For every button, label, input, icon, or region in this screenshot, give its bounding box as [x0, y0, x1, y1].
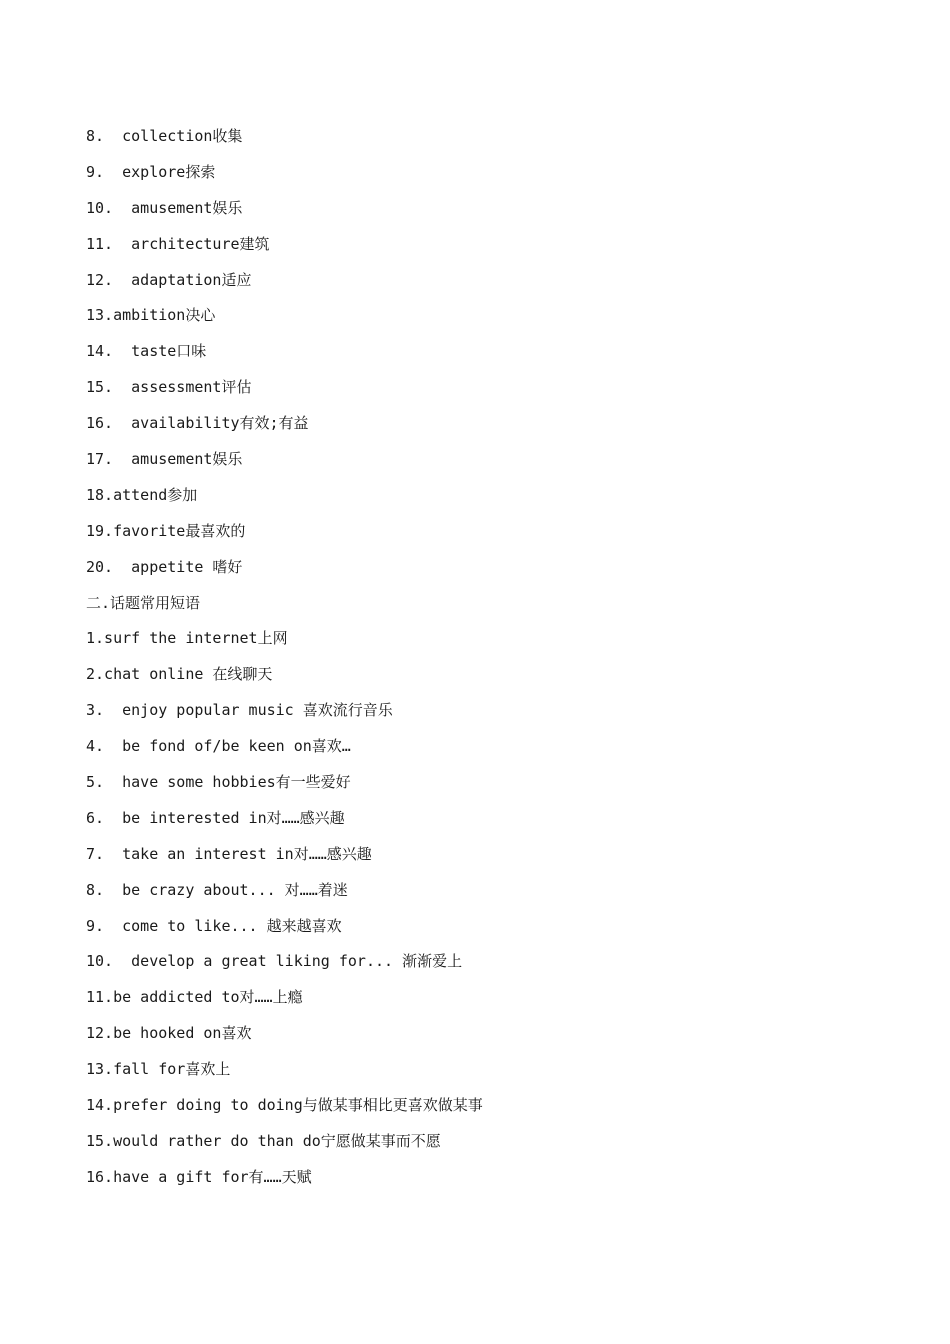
list-item: 14. taste口味	[86, 342, 207, 361]
list-item: 4. be fond of/be keen on喜欢…	[86, 737, 351, 756]
list-item: 12. adaptation适应	[86, 270, 252, 289]
list-item: 15.would rather do than do宁愿做某事而不愿	[86, 1131, 441, 1150]
list-item: 10. amusement娱乐	[86, 198, 243, 217]
list-item: 1.surf the internet上网	[86, 629, 288, 648]
list-item: 19.favorite最喜欢的	[86, 521, 246, 540]
list-item: 13.ambition决心	[86, 306, 216, 325]
list-item: 8. collection收集	[86, 127, 243, 145]
list-item: 3. enjoy popular music 喜欢流行音乐	[86, 701, 393, 720]
list-item: 12.be hooked on喜欢	[86, 1024, 252, 1043]
list-item: 8. be crazy about... 对……着迷	[86, 880, 348, 899]
list-item: 20. appetite 嗜好	[86, 557, 243, 576]
list-item: 11. architecture建筑	[86, 234, 270, 253]
list-item: 9. come to like... 越来越喜欢	[86, 916, 342, 935]
list-item: 16.have a gift for有……天赋	[86, 1167, 312, 1186]
list-item: 5. have some hobbies有一些爱好	[86, 773, 351, 792]
list-item: 2.chat online 在线聊天	[86, 665, 273, 684]
vocabulary-list	[86, 124, 483, 1201]
list-item: 14.prefer doing to doing与做某事相比更喜欢做某事	[86, 1096, 483, 1115]
list-item: 15. assessment评估	[86, 378, 252, 397]
list-item: 11.be addicted to对……上瘾	[86, 988, 303, 1007]
list-item: 17. amusement娱乐	[86, 450, 243, 469]
list-item: 9. explore探索	[86, 162, 216, 181]
list-item: 13.fall for喜欢上	[86, 1060, 231, 1079]
list-item: 16. availability有效;有益	[86, 414, 309, 433]
list-item: 6. be interested in对……感兴趣	[86, 808, 345, 827]
list-item: 10. develop a great liking for... 渐渐爱上	[86, 952, 463, 971]
list-item: 18.attend参加	[86, 485, 198, 504]
list-item: 7. take an interest in对……感兴趣	[86, 844, 372, 863]
section-heading: 二.话题常用短语	[86, 593, 201, 612]
